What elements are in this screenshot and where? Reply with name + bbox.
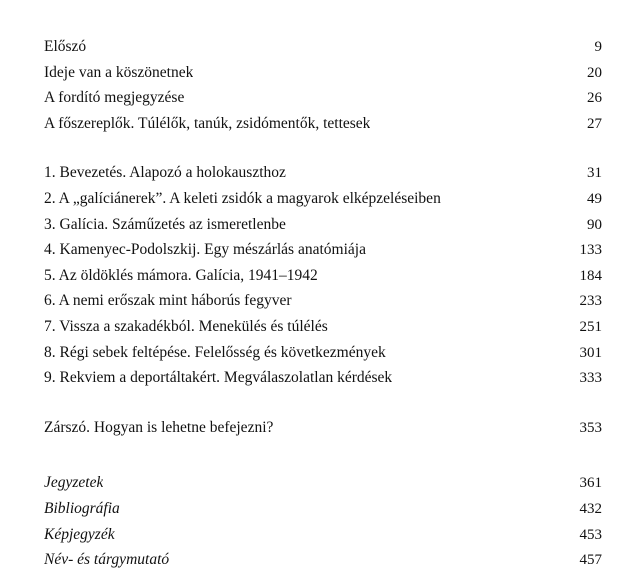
toc-entry-afterword: [44, 415, 602, 441]
toc-entry-page: 90: [587, 216, 602, 233]
toc-entry-page: 301: [579, 344, 602, 361]
section-spacer: [44, 440, 602, 470]
toc-entry-foreword: [44, 34, 602, 60]
toc-entry-title: Ideje van a köszönetnek: [44, 63, 194, 81]
section-spacer: [44, 391, 602, 415]
toc-entry-page: 233: [579, 293, 602, 310]
toc-entry-title: 3. Galícia. Száműzetés az ismeretlenbe: [44, 215, 286, 233]
toc-entry-chapter-2: [44, 186, 602, 212]
toc-entry-translator-note: [44, 85, 602, 111]
toc-entry-title: 8. Régi sebek feltépése. Felelősség és következmények: [44, 343, 386, 361]
toc-entry-page: 432: [579, 500, 602, 517]
toc-entry-title: Név- és tárgymutató: [44, 551, 170, 569]
toc-entry-title: 9. Rekviem a deportáltakért. Megválaszolatlan kérdések: [44, 369, 393, 387]
chapters-section: [44, 160, 602, 390]
toc-entry-page: 27: [587, 115, 602, 132]
toc-entry-page: 251: [579, 318, 602, 335]
toc-entry-chapter-8: [44, 340, 602, 366]
toc-entry-page: 133: [579, 242, 602, 259]
table-of-contents: [44, 34, 602, 573]
toc-entry-title: 6. A nemi erőszak mint háborús fegyver: [44, 292, 292, 310]
toc-entry-page: 457: [579, 552, 602, 569]
toc-entry-acknowledgements: [44, 60, 602, 86]
toc-entry-page: 20: [587, 64, 602, 81]
toc-entry-page: 333: [579, 370, 602, 387]
toc-entry-title: Jegyzetek: [44, 474, 104, 492]
toc-entry-protagonists: [44, 111, 602, 137]
toc-entry-page: 453: [579, 526, 602, 543]
toc-entry-title: A fordító megjegyzése: [44, 89, 185, 107]
toc-entry-title: A főszereplők. Túlélők, tanúk, zsidómentők, tettesek: [44, 114, 371, 132]
toc-entry-title: 1. Bevezetés. Alapozó a holokauszthoz: [44, 164, 286, 182]
toc-entry-chapter-6: [44, 288, 602, 314]
toc-entry-page: 31: [587, 165, 602, 182]
toc-entry-chapter-9: [44, 365, 602, 391]
closing-section: [44, 415, 602, 441]
toc-entry-page: 361: [579, 475, 602, 492]
toc-entry-chapter-7: [44, 314, 602, 340]
toc-entry-title: Bibliográfia: [44, 499, 120, 517]
back-matter-section: [44, 470, 602, 572]
toc-entry-notes: [44, 470, 602, 496]
toc-entry-page: 49: [587, 190, 602, 207]
toc-entry-bibliography: [44, 496, 602, 522]
toc-entry-title: 5. Az öldöklés mámora. Galícia, 1941–1942: [44, 266, 318, 284]
toc-entry-chapter-3: [44, 212, 602, 238]
toc-entry-title: 7. Vissza a szakadékból. Menekülés és túlélés: [44, 317, 328, 335]
toc-entry-title: 4. Kamenyec-Podolszkij. Egy mészárlás anatómiája: [44, 241, 366, 259]
toc-entry-page: 9: [594, 39, 602, 55]
toc-entry-index: [44, 547, 602, 573]
toc-entry-chapter-5: [44, 263, 602, 289]
toc-entry-title: 2. A „galíciánerek”. A keleti zsidók a magyarok elképzeléseiben: [44, 189, 441, 207]
toc-entry-page: 184: [579, 267, 602, 284]
toc-entry-title: Előszó: [44, 38, 87, 55]
toc-entry-title: Képjegyzék: [44, 525, 115, 543]
section-spacer: [44, 136, 602, 160]
toc-entry-chapter-4: [44, 237, 602, 263]
toc-entry-image-list: [44, 522, 602, 548]
toc-entry-title: Zárszó. Hogyan is lehetne befejezni?: [44, 418, 274, 436]
toc-entry-page: 353: [579, 419, 602, 436]
toc-entry-page: 26: [587, 90, 602, 107]
front-matter-section: [44, 34, 602, 136]
toc-entry-chapter-1: [44, 160, 602, 186]
